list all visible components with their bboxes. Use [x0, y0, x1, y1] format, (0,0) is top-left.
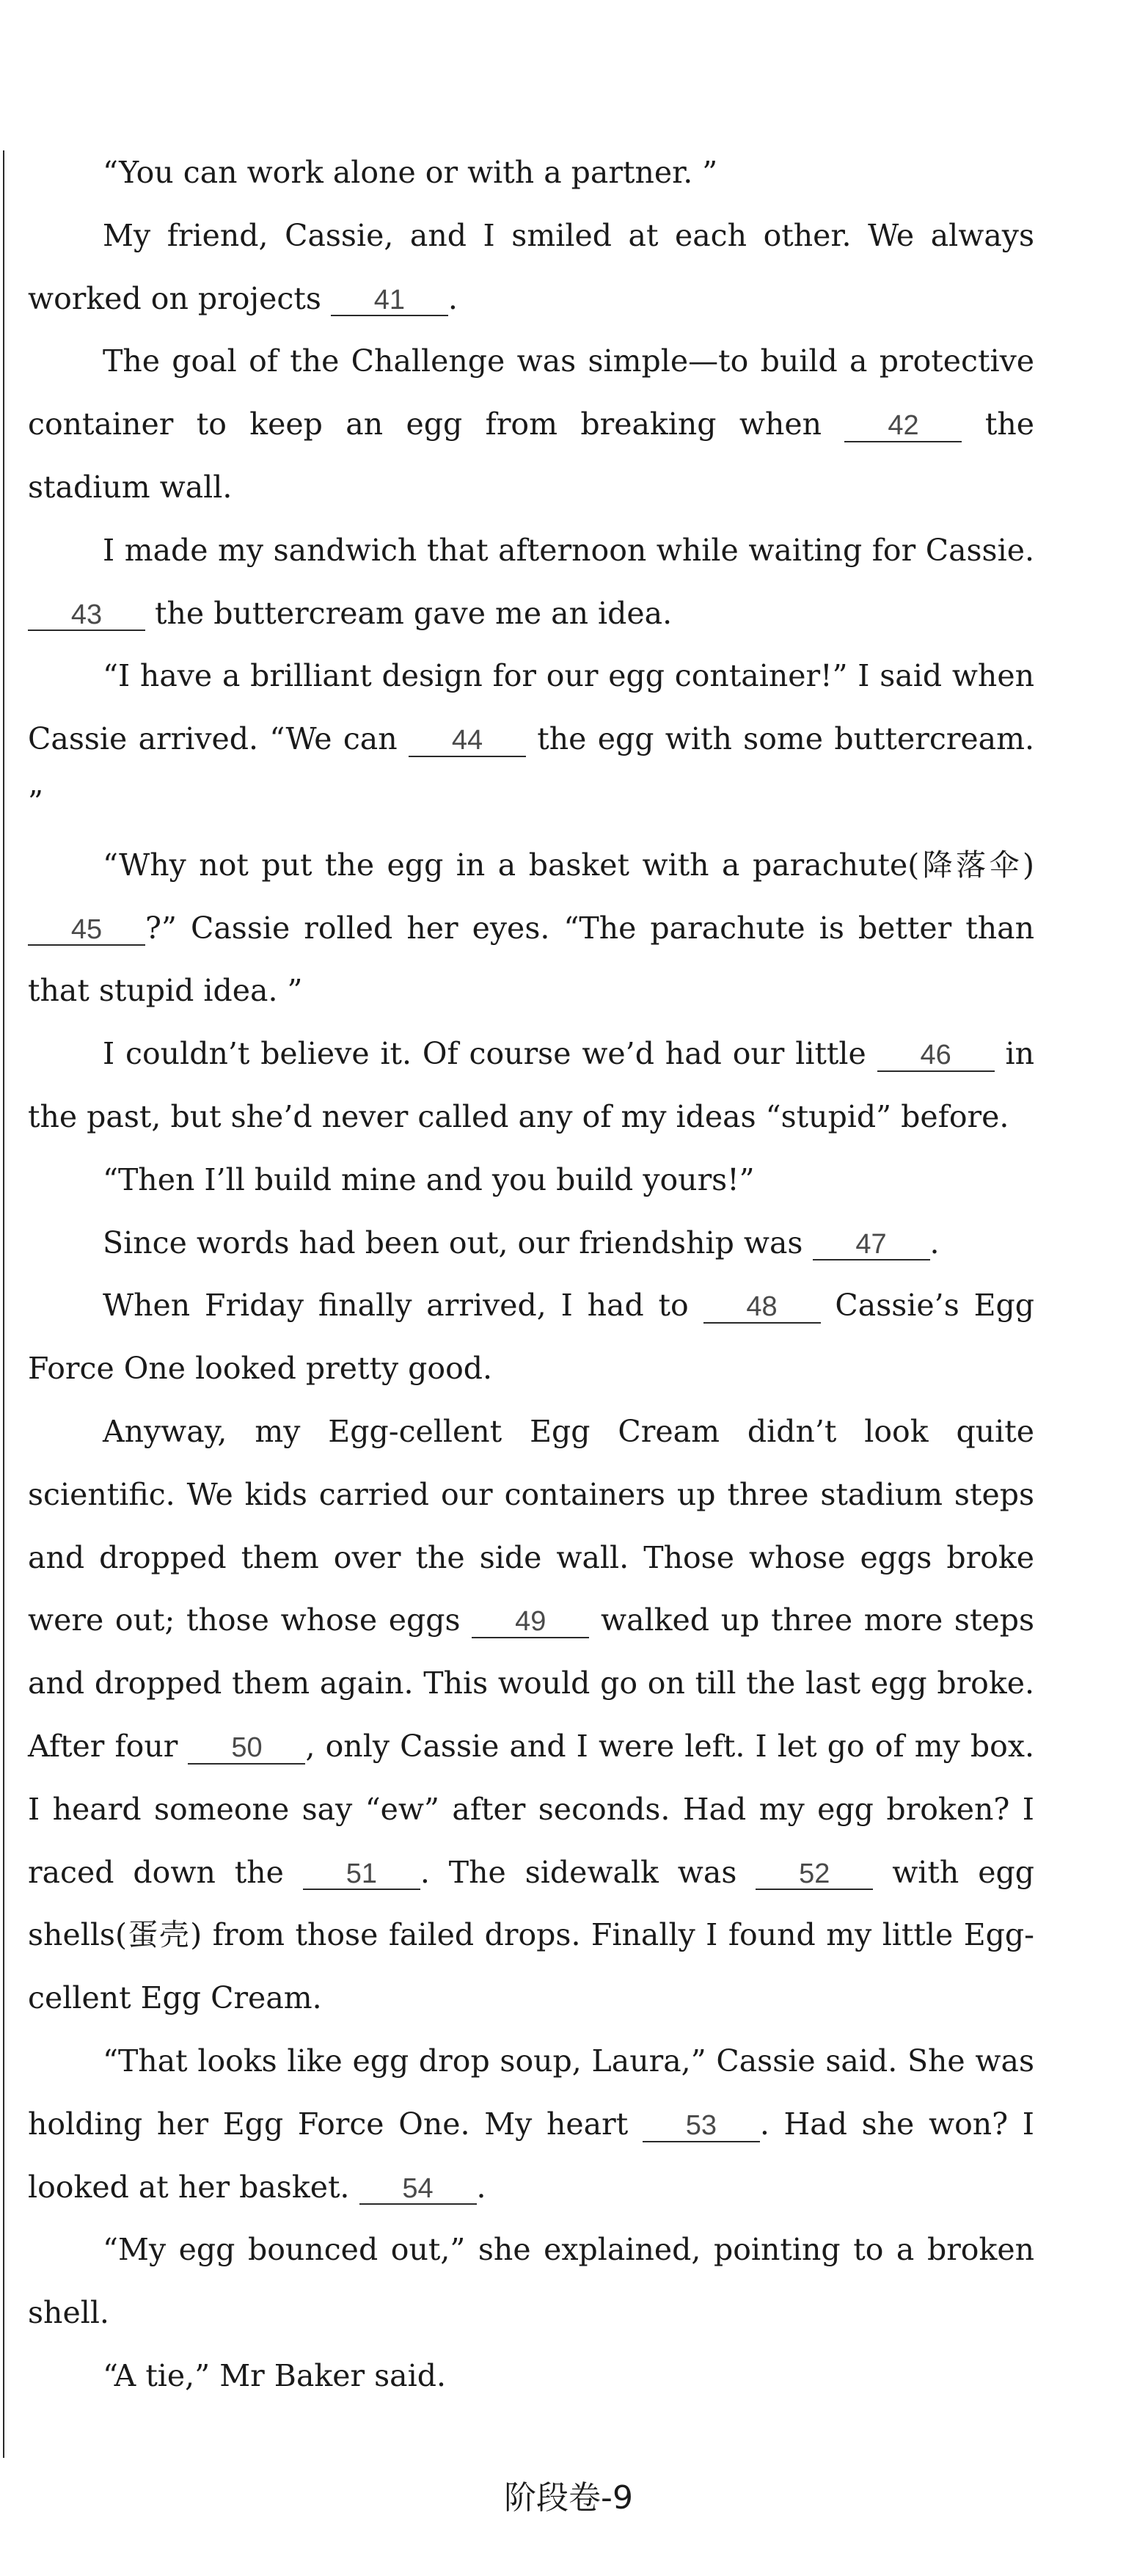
- passage-text: in the past, but she’d never called any of my ideas “stupid” before.: [28, 1036, 1034, 1134]
- passage-text: “A tie,” Mr Baker said.: [103, 2357, 446, 2393]
- passage-text: When Friday finally arrived, I had to: [103, 1288, 703, 1324]
- paragraph: [28, 2345, 1034, 2408]
- passage-text: walked up three more steps and dropped them again. This would go on till the last egg broke. After four: [28, 1602, 1034, 1764]
- passage-text: . Had she won? I looked at her basket.: [28, 2106, 1034, 2205]
- answer-blank-44: 44: [409, 726, 526, 757]
- answer-blank-47: 47: [813, 1230, 930, 1261]
- passage-text: .: [476, 2169, 486, 2205]
- paragraph: [28, 1023, 1034, 1149]
- answer-blank-42: 42: [844, 412, 962, 442]
- passage-text: I couldn’t believe it. Of course we’d had our little: [103, 1036, 877, 1072]
- left-margin-rule: [3, 150, 4, 2458]
- passage-body: [28, 142, 1034, 2408]
- paragraph: [28, 834, 1034, 1023]
- answer-blank-52: 52: [756, 1860, 873, 1891]
- passage-text: , only Cassie and I were left. I let go of my box. I heard someone say “ew” after seconds. Had my egg broken? I raced down the: [28, 1728, 1034, 1890]
- answer-blank-51: 51: [303, 1860, 420, 1891]
- passage-text: the egg with some buttercream. ”: [28, 721, 1034, 820]
- answer-blank-48: 48: [703, 1293, 821, 1324]
- passage-text: The goal of the Challenge was simple—to build a protective container to keep an egg from breaking when: [28, 343, 1034, 442]
- paragraph: [28, 1401, 1034, 2030]
- paragraph: [28, 1274, 1034, 1401]
- passage-text: “You can work alone or with a partner. ”: [103, 155, 718, 190]
- page-footer: 阶段卷-9: [504, 2479, 633, 2517]
- answer-blank-54: 54: [359, 2175, 477, 2205]
- passage-text: the stadium wall.: [28, 406, 1034, 505]
- passage-text: “I have a brilliant design for our egg container!” I said when Cassie arrived. “We can: [28, 658, 1034, 757]
- passage-text: the buttercream gave me an idea.: [145, 595, 673, 631]
- passage-text: “Then I’ll build mine and you build yours!”: [103, 1161, 755, 1197]
- paragraph: [28, 142, 1034, 205]
- paragraph: [28, 519, 1034, 646]
- passage-text: Since words had been out, our friendship was: [103, 1225, 813, 1260]
- answer-blank-41: 41: [331, 286, 448, 317]
- passage-text: My friend, Cassie, and I smiled at each other. We always worked on projects: [28, 217, 1034, 316]
- paragraph: [28, 645, 1034, 833]
- answer-blank-43: 43: [28, 601, 145, 632]
- passage-text: with egg shells(蛋壳) from those failed drops. Finally I found my little Egg-cellent Egg Cream.: [28, 1854, 1034, 2016]
- passage-text: . The sidewalk was: [420, 1854, 756, 1890]
- passage-text: .: [447, 280, 458, 316]
- paragraph: [28, 2030, 1034, 2219]
- answer-blank-50: 50: [188, 1734, 305, 1765]
- passage-text: “Why not put the egg in a basket with a parachute(降落伞): [103, 847, 1034, 883]
- paragraph: [28, 205, 1034, 331]
- answer-blank-49: 49: [472, 1608, 589, 1638]
- answer-blank-45: 45: [28, 916, 145, 946]
- answer-blank-46: 46: [877, 1041, 995, 1072]
- answer-blank-53: 53: [643, 2112, 760, 2142]
- paragraph: [28, 330, 1034, 519]
- passage-text: .: [929, 1225, 940, 1260]
- passage-text: “That looks like egg drop soup, Laura,” Cassie said. She was holding her Egg Force One. My heart: [28, 2043, 1034, 2142]
- paragraph: [28, 2219, 1034, 2345]
- passage-text: I made my sandwich that afternoon while waiting for Cassie.: [103, 532, 1034, 568]
- passage-text: Cassie’s Egg Force One looked pretty good.: [28, 1288, 1034, 1387]
- paragraph: [28, 1149, 1034, 1212]
- passage-text: “My egg bounced out,” she explained, pointing to a broken shell.: [28, 2232, 1034, 2331]
- passage-text: ?” Cassie rolled her eyes. “The parachute is better than that stupid idea. ”: [28, 910, 1034, 1009]
- passage-text: Anyway, my Egg-cellent Egg Cream didn’t look quite scientific. We kids carried our containers up three stadium steps and dropped them over the side wall. Those whose eggs broke were out; those whose eggs: [28, 1413, 1034, 1638]
- paragraph: [28, 1212, 1034, 1275]
